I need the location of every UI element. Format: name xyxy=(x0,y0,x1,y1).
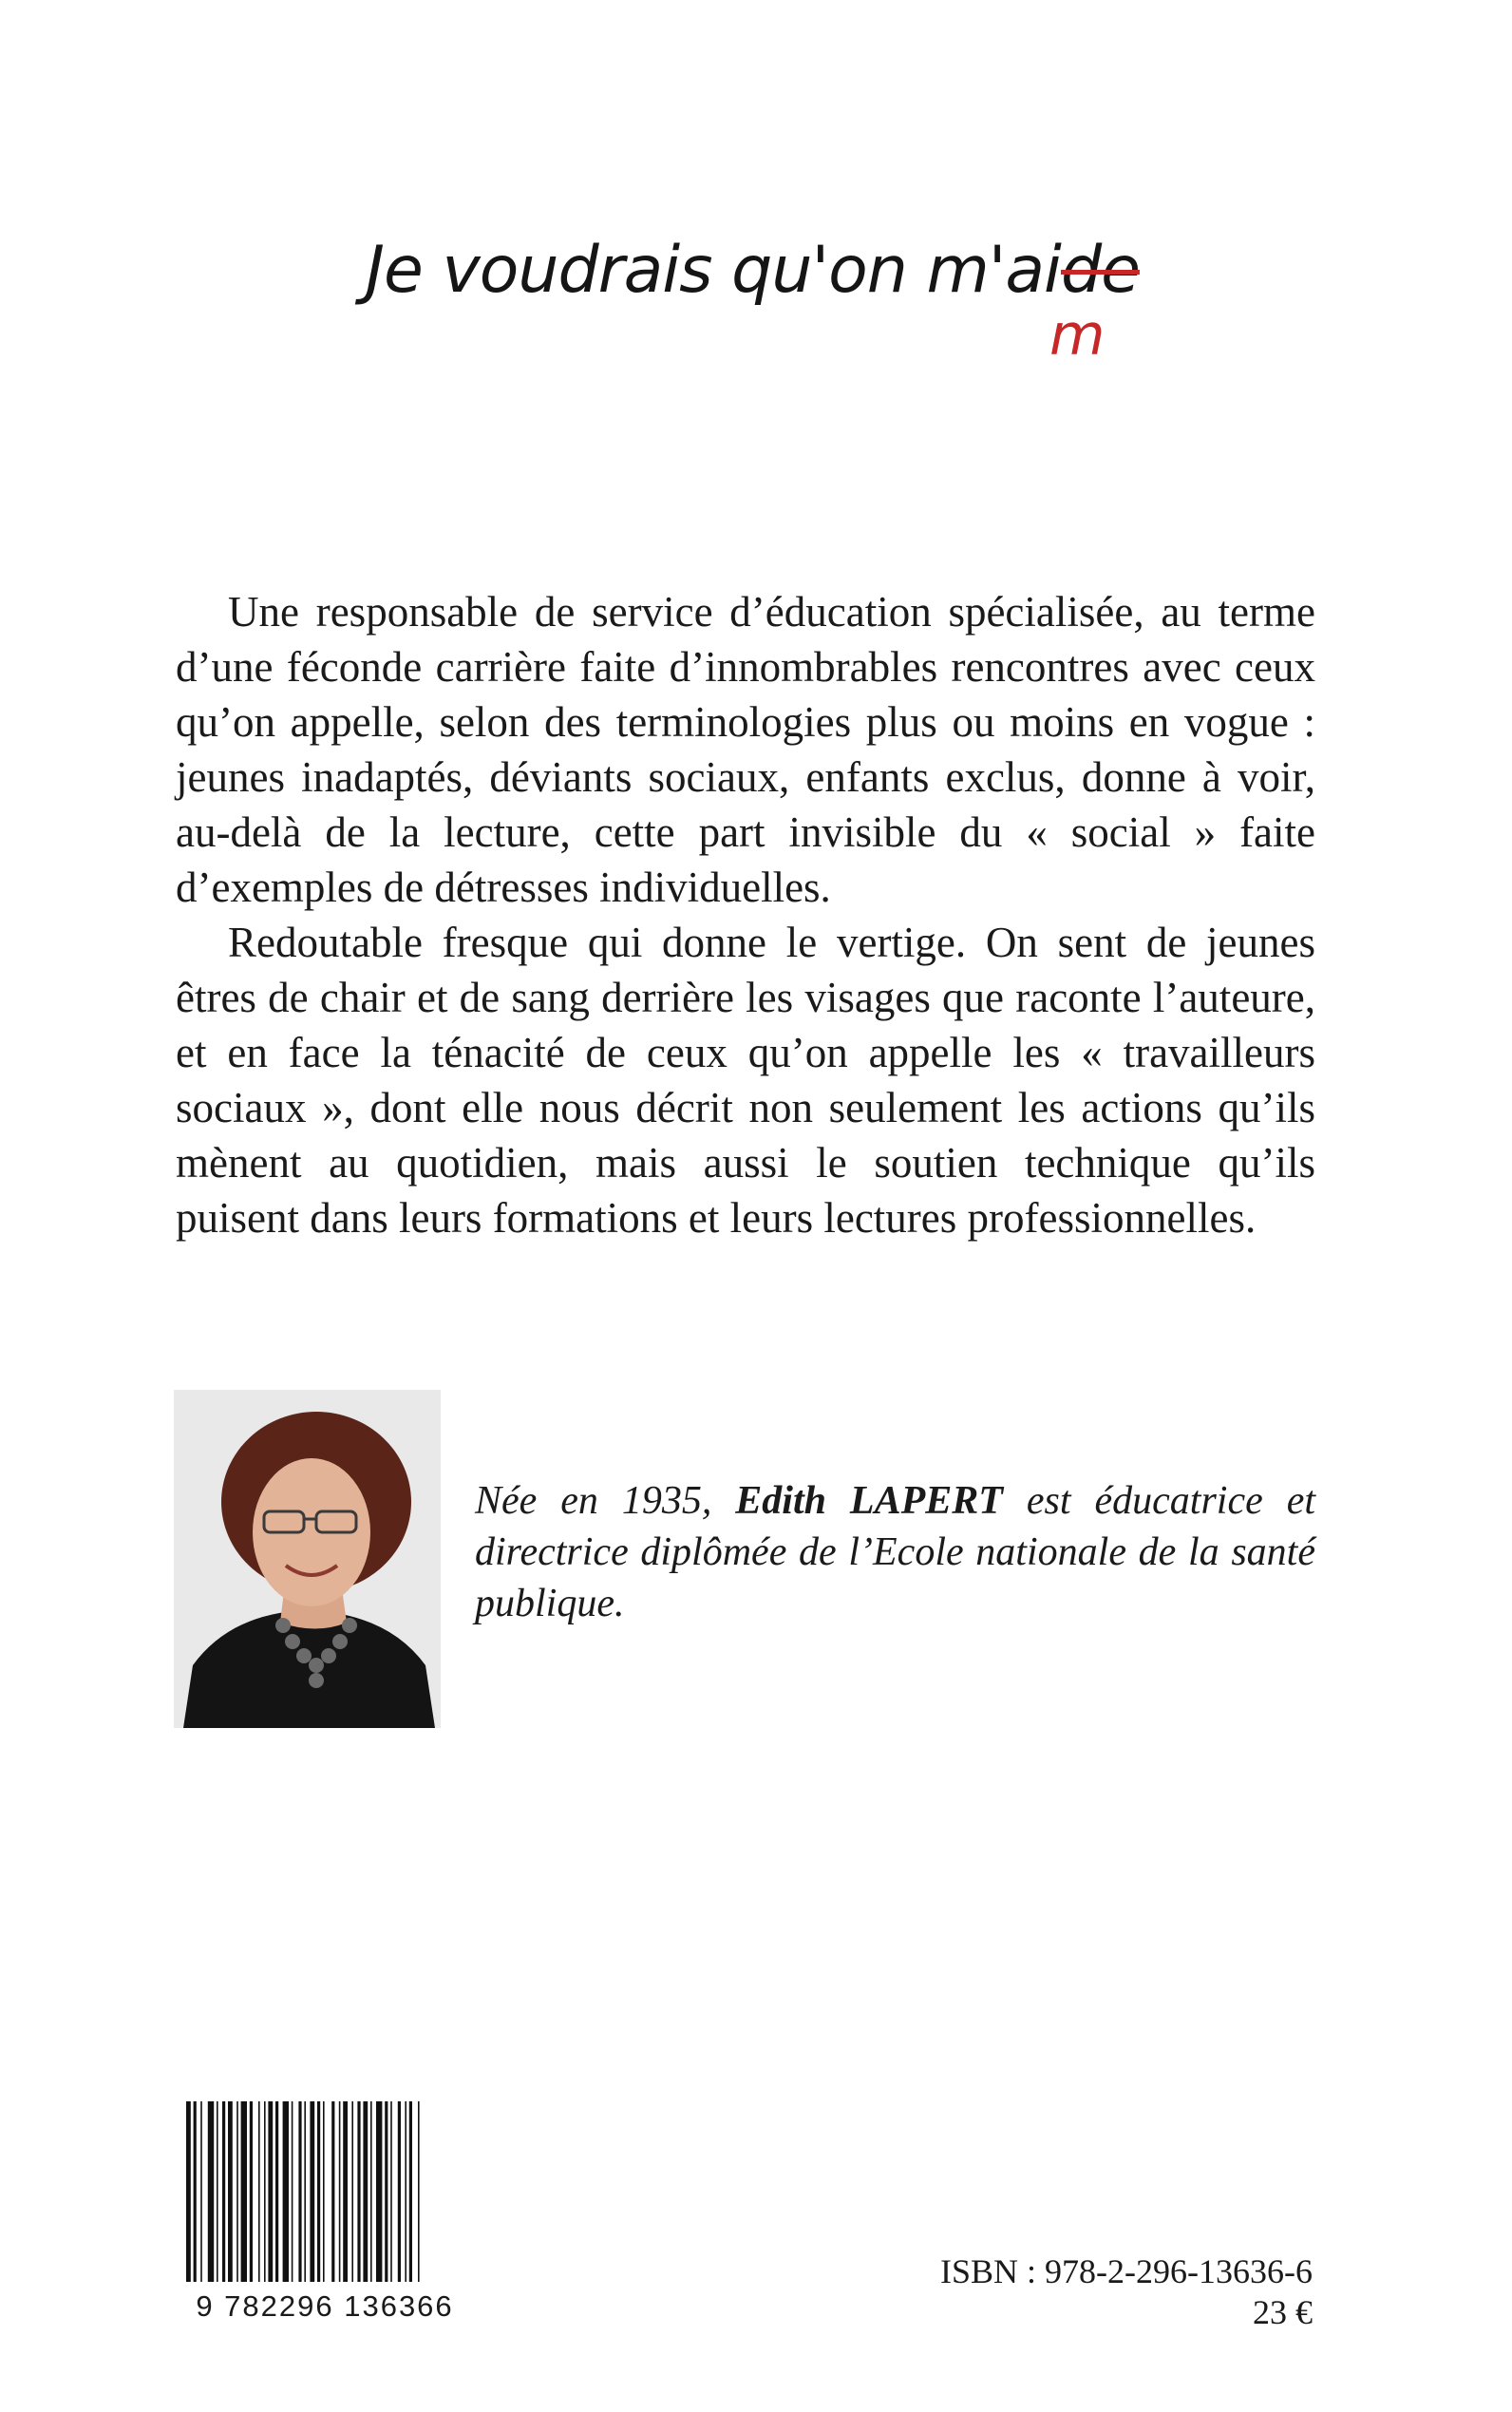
summary-paragraph-1: Une responsable de service d’éducation spécialisée, au terme d’une féconde carrière faite d’innombrables rencontres avec ceux qu’on appelle, selon des terminologies plus ou moins en vogue : jeunes inadaptés, déviants sociaux, enfants exclus, donne à voir, au-delà de la lecture, cette part invisible du « social » faite d’exemples de détresses individuelles. xyxy=(176,588,1315,911)
book-title xyxy=(366,233,1140,308)
bio-intro: Née en 1935, xyxy=(475,1479,736,1523)
title-struck-letters: de xyxy=(1060,233,1140,308)
isbn: ISBN : 978-2-296-13636-6 xyxy=(940,2252,1313,2290)
author-bio xyxy=(475,1475,1315,1629)
summary xyxy=(176,584,1315,1245)
price: 23 € xyxy=(1253,2293,1313,2331)
summary-paragraph-2: Redoutable fresque qui donne le vertige. On sent de jeunes êtres de chair et de sang derrière les visages que raconte l’auteure, et en face la ténacité de ceux qu’on appelle les « travailleurs sociaux », dont elle nous décrit non seulement les actions qu’ils mènent au quotidien, mais aussi le soutien technique qu’ils puisent dans leurs formations et leurs lectures professionnelles. xyxy=(176,919,1315,1242)
author-photo xyxy=(174,1390,441,1728)
bio-rest: est éducatrice et directrice diplômée de l’Ecole nationale de la santé publique. xyxy=(475,1479,1316,1625)
title-prefix: Je voudrais qu'on m'ai xyxy=(366,233,1061,308)
barcode-digits: 9 782296 136366 xyxy=(196,2289,454,2323)
author-name: Edith LAPERT xyxy=(735,1479,1003,1523)
barcode xyxy=(186,2101,463,2282)
title-correction: m xyxy=(1049,302,1106,369)
